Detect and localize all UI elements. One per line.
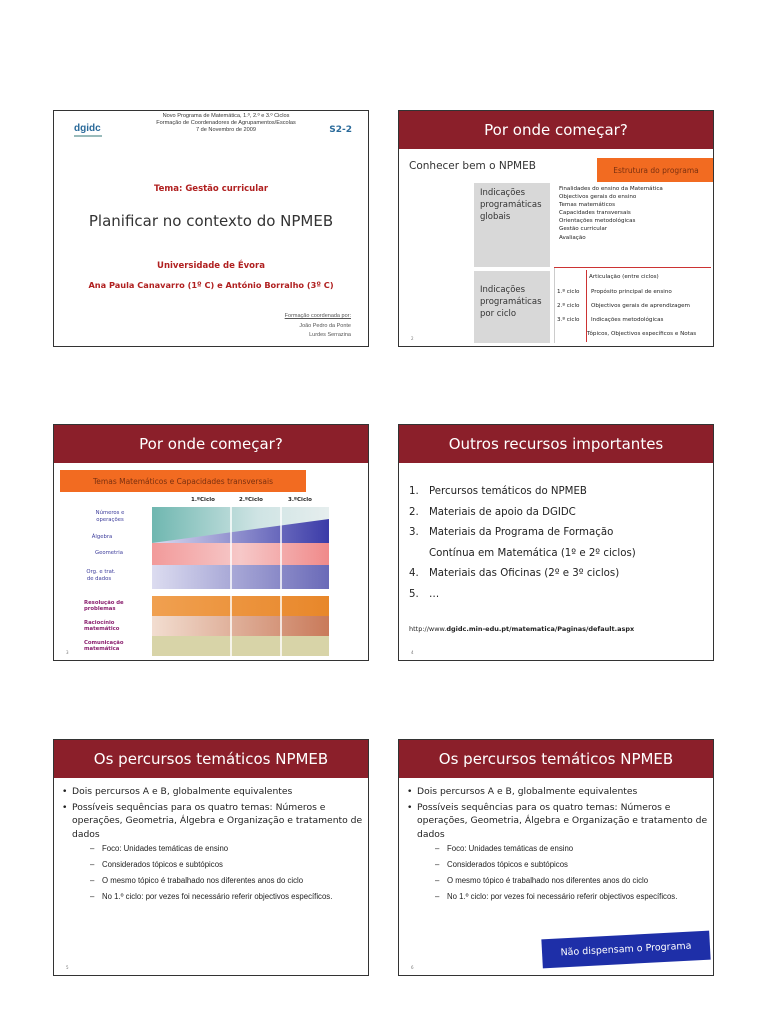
bullet-list — [407, 785, 709, 907]
list-item: Orientações metodológicas — [559, 218, 636, 225]
list-item: Finalidades do ensino da Matemática — [559, 186, 663, 192]
row-label: Org. e trat. — [86, 569, 116, 575]
comunicacao-band — [152, 636, 329, 656]
slide-6 — [398, 739, 714, 976]
ciclo-label: 2.º ciclo — [557, 303, 580, 309]
logo-underline — [74, 135, 102, 137]
geometria-band — [152, 543, 329, 565]
bullet-item: • Dois percursos A e B, globalmente equivalentes — [407, 786, 638, 797]
slide-2 — [398, 110, 714, 347]
sub-bullet: – Considerados tópicos e subtópicos — [435, 860, 568, 869]
list-item: Capacidades transversais — [559, 210, 631, 217]
header-line: Formação de Coordenadores de Agrupamentos/Escolas — [156, 120, 296, 126]
slide-subtitle: Conhecer bem o NPMEB — [409, 160, 536, 172]
coord-name: Lurdes Serrazina — [309, 332, 351, 338]
row-label: Raciocínio — [84, 620, 115, 626]
list-item: Temas matemáticos — [559, 202, 616, 209]
sub-bullet: – O mesmo tópico é trabalhado nos diferentes anos do ciclo — [435, 876, 649, 885]
ciclo-label: 3.º ciclo — [557, 317, 580, 323]
row-label: problemas — [84, 606, 116, 612]
presentation-title: Planificar no contexto do NPMEB — [88, 212, 334, 230]
slide-number: 4 — [411, 650, 414, 655]
column-label: 3.ºCiclo — [288, 497, 312, 503]
list-item: 5. … — [409, 588, 440, 600]
resources-list — [409, 482, 636, 606]
list-item: 1. Percursos temáticos do NPMEB — [409, 486, 587, 497]
list-item: 2. Materiais de apoio da DGIDC — [409, 506, 576, 518]
divider-line — [554, 267, 711, 268]
slide-title: Os percursos temáticos NPMEB — [399, 740, 713, 778]
bullet-item: • Dois percursos A e B, globalmente equivalentes — [62, 786, 293, 797]
ciclo-item: Propósito principal de ensino — [591, 289, 672, 295]
list-item: Objectivos gerais do ensino — [559, 194, 637, 201]
list-item-cont: Contínua em Matemática (1º e 2º ciclos) — [429, 547, 636, 559]
global-indications-box: Indicações programáticas globais — [474, 183, 550, 267]
column-label: 2.ºCiclo — [239, 497, 263, 503]
row-label: Resolução de — [84, 600, 124, 606]
university-name: Universidade de Évora — [157, 261, 265, 271]
list-item: Gestão curricular — [559, 226, 608, 233]
articulacao-label: Articulação (entre ciclos) — [589, 274, 659, 280]
slide-title: Por onde começar? — [399, 111, 713, 149]
sub-bullet: – Foco: Unidades temáticas de ensino — [90, 844, 229, 853]
estrutura-label: Estrutura do programa — [597, 158, 714, 182]
sub-bullet-list — [407, 843, 709, 903]
row-label: de dados — [86, 576, 112, 582]
row-label: matemática — [84, 646, 120, 652]
org-dados-band — [152, 565, 329, 589]
sub-bullet: – No 1.º ciclo: por vezes foi necessário referir objectivos específicos. — [90, 892, 333, 901]
dgidc-link[interactable]: http://www.dgidc.min-edu.pt/matematica/Paginas/default.aspx — [409, 625, 635, 633]
programa-stamp: Não dispensam o Programa — [541, 931, 710, 969]
coord-name: João Pedro da Ponte — [299, 322, 351, 329]
authors: Ana Paula Canavarro (1º C) e António Borralho (3º C) — [88, 280, 334, 290]
bullet-list — [62, 785, 364, 907]
sub-bullet: – O mesmo tópico é trabalhado nos diferentes anos do ciclo — [90, 876, 304, 885]
slide-number: 6 — [411, 965, 414, 970]
slide-title: Por onde começar? — [54, 425, 368, 463]
slide-3 — [53, 424, 369, 661]
sub-bullet: – Foco: Unidades temáticas de ensino — [435, 844, 574, 853]
ciclo-item: Objectivos gerais de aprendizagem — [591, 303, 690, 309]
slide-number: 5 — [66, 965, 69, 970]
row-label: Álgebra — [91, 534, 113, 540]
slide-5 — [53, 739, 369, 976]
sub-bullet: – No 1.º ciclo: por vezes foi necessário referir objectivos específicos. — [435, 892, 678, 901]
raciocinio-band — [152, 616, 329, 636]
sub-bullet-list — [62, 843, 364, 903]
header-line: 7 de Novembro de 2009 — [195, 127, 257, 133]
row-label: Comunicação — [84, 640, 124, 646]
list-item: 3. Materiais da Programa de Formação — [409, 527, 614, 539]
slide-header — [126, 113, 326, 134]
temas-label: Temas Matemáticos e Capacidades transversais — [60, 470, 306, 492]
row-label: operações — [96, 517, 124, 523]
cycle-indications-box: Indicações programáticas por ciclo — [474, 271, 550, 343]
resolucao-band — [152, 596, 329, 616]
slide-number: 2 — [411, 336, 414, 341]
coord-label: Formação coordenada por: — [284, 313, 351, 319]
global-items-list — [559, 185, 663, 242]
slide-number: 3 — [66, 650, 69, 655]
ciclo-item: Indicações metodológicas — [591, 317, 664, 323]
slide-4 — [398, 424, 714, 661]
slide-title: Outros recursos importantes — [399, 425, 713, 463]
coordination-credits — [285, 312, 351, 341]
list-item: Avaliação — [559, 234, 586, 241]
slide-1 — [53, 110, 369, 347]
dgidc-logo: dgidc — [74, 123, 101, 134]
slide-title: Os percursos temáticos NPMEB — [54, 740, 368, 778]
row-label: Geometria — [95, 550, 123, 556]
bullet-item: • Possíveis sequências para os quatro temas: Números e operações, Geometria, Álgebra e Organização e tratamento de dados — [62, 801, 363, 840]
bullet-item: • Possíveis sequências para os quatro temas: Números e operações, Geometria, Álgebra e Organização e tratamento de dados — [407, 801, 708, 840]
session-code: S2-2 — [329, 125, 352, 135]
ciclo-label: 1.º ciclo — [557, 289, 580, 295]
tema-label: Tema: Gestão curricular — [153, 184, 269, 194]
header-line: Novo Programa de Matemática, 1.º, 2.º e 3.º Ciclos — [162, 113, 290, 119]
row-label: matemático — [84, 626, 120, 632]
sub-bullet: – Considerados tópicos e subtópicos — [90, 860, 223, 869]
list-item: 4. Materiais das Oficinas (2º e 3º ciclos) — [409, 568, 620, 580]
topicos-label: Tópicos, Objectivos específicos e Notas — [587, 331, 697, 337]
temas-diagram — [54, 425, 369, 661]
column-label: 1.ºCiclo — [191, 497, 215, 503]
row-label: Números e — [95, 510, 125, 516]
